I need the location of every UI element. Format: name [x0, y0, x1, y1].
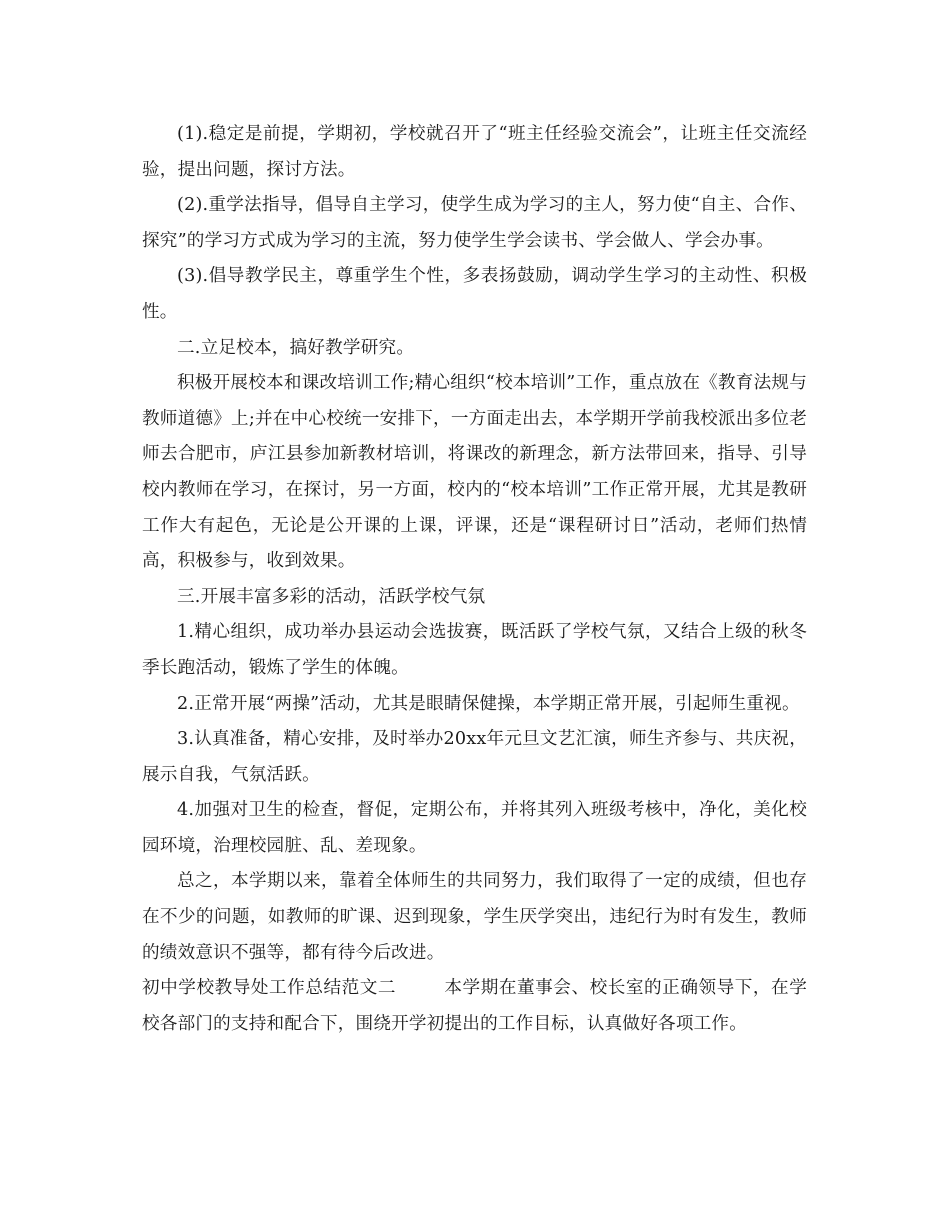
- section-heading-activities: 三.开展丰富多彩的活动，活跃学校气氛: [177, 586, 486, 607]
- paragraph-school-based-training: 积极开展校本和课改培训工作;精心组织“校本培训”工作，重点放在《教育法规与教师道德》上;并在中心校统一安排下，一方面走出去，本学期开学前我校派出多位老师去合肥市，庐江县参加新教材培训，将课改的新理念，新方法带回来，指导、引导校内教师在学习，在探讨，另一方面，校内的“校本培训”工作正常开展，尤其是教研工作大有起色，无论是公开课的上课，评课，还是“课程研讨日”活动，老师们热情高，积极参与，收到效果。: [142, 373, 807, 572]
- section-heading-school-based-research: 二.立足校本，搞好教学研究。: [177, 337, 415, 358]
- paragraph-sports-meet: 1.精心组织，成功举办县运动会选拔赛，既活跃了学校气氛，又结合上级的秋冬季长跑活动，锻炼了学生的体魄。: [142, 622, 807, 678]
- paragraph-study-method: (2).重学法指导，倡导自主学习，使学生成为学习的主人，努力使“自主、合作、探究”的学习方式成为学习的主流，努力使学生学会读书、学会做人、学会办事。: [142, 195, 807, 251]
- paragraph-sample-two: [142, 971, 807, 1042]
- paragraph-teaching-democracy: (3).倡导教学民主，尊重学生个性，多表扬鼓励，调动学生学习的主动性、积极性。: [142, 266, 807, 322]
- paragraph-new-year-performance: 3.认真准备，精心安排，及时举办20xx年元旦文艺汇演，师生齐参与、共庆祝，展示自我，气氛活跃。: [142, 729, 807, 785]
- paragraph-stability: (1).稳定是前提，学期初，学校就召开了“班主任经验交流会”，让班主任交流经验，提出问题，探讨方法。: [142, 124, 807, 180]
- sample-two-heading: 初中学校教导处工作总结范文二: [142, 978, 397, 999]
- paragraph-exercises: 2.正常开展“两操”活动，尤其是眼睛保健操，本学期正常开展，引起师生重视。: [177, 693, 800, 714]
- sample-two-text: 本学期在董事会、校长室的正确领导下，在学校各部门的支持和配合下，围绕开学初提出的工作目标，认真做好各项工作。: [142, 978, 807, 1034]
- document-body: [142, 117, 807, 1042]
- paragraph-summary: 总之，本学期以来，靠着全体师生的共同努力，我们取得了一定的成绩，但也存在不少的问题，如教师的旷课、迟到现象，学生厌学突出，违纪行为时有发生，教师的绩效意识不强等，都有待今后改进。: [142, 871, 807, 963]
- paragraph-hygiene: 4.加强对卫生的检查，督促，定期公布，并将其列入班级考核中，净化，美化校园环境，治理校园脏、乱、差现象。: [142, 800, 807, 856]
